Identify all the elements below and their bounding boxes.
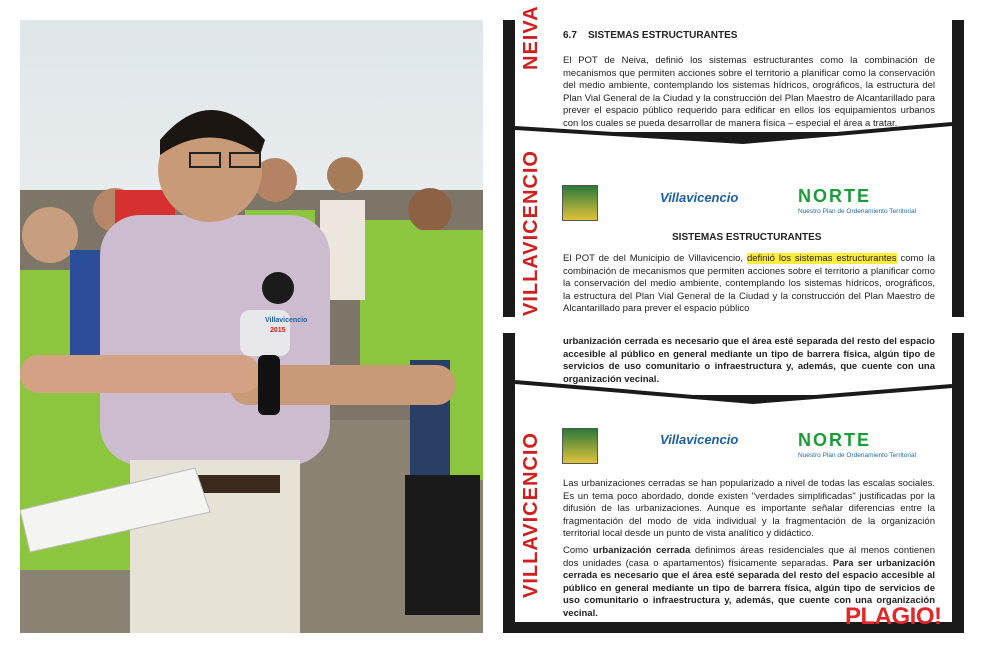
logo-villavicencio: Villavicencio	[660, 190, 739, 205]
coat-of-arms-icon	[562, 185, 598, 221]
p3-d: Para ser urbanización cerrada es necesario que el área esté separada del resto del espacio accesible al público en general mediante un tipo de barrera física, algún tipo de servicios de uso comunitario o infraestructura y, además, que cuente con una organización vecinal.	[563, 557, 936, 619]
section-number: 6.7	[563, 30, 577, 41]
coat-of-arms-icon-2	[562, 428, 598, 464]
mic-logo-sub: 2015	[270, 327, 286, 334]
logo-norte-2: NORTE	[798, 430, 871, 450]
logo-norte-subtitle: Nuestro Plan de Ordenamiento Territorial	[798, 208, 917, 215]
event-photo	[20, 20, 483, 633]
neiva-heading: SISTEMAS ESTRUCTURANTES	[588, 30, 738, 41]
villavicencio-paragraph-2: Las urbanizaciones cerradas se han popularizado a nivel de todas las escalas sociales. Es un tema poco abordado, donde existen "verdades simplificadas" justificadas por la difusión de las urbanizaciones. Aunque es importante señalar diferencias entre la fragmentación del modo de vida individual y la fragmentación de la organización territorial local desde un punto de vista analítico y didáctico.	[563, 478, 935, 540]
side-label-villavicencio-1: VILLAVICENCIO	[520, 150, 542, 316]
side-label-villavicencio-2: VILLAVICENCIO	[520, 432, 542, 598]
logo-norte: NORTE	[798, 186, 871, 206]
crowd-scene	[20, 20, 483, 633]
neiva-paragraph: El POT de Neiva, definió los sistemas estructurantes como la combinación de mecanismos que permiten acciones sobre el territorio a planificar como la conservación del medio ambiente, contemplando los sistemas hídricos, orográficos, la estructura del Plan Vial General de la Ciudad y la construcción del Plan Maestro de Alcantarillado para prever el espacio público requerido para edificar en ellos los equipamientos urbanos con los cuales se pueda desarrollar de manera física – especial el área a tratar.	[563, 55, 935, 129]
highlighted-phrase: definió los sistemas estructurantes	[746, 253, 897, 264]
mic-logo-text: Villavicencio	[265, 317, 308, 324]
side-label-neiva: NEIVA	[520, 5, 542, 70]
p3-a: Como	[563, 545, 593, 556]
paragraph-text-end: como la combinación de mecanismos que permiten acciones sobre el territorio a planificar como la conservación del medio ambiente, contemplando los sistemas hídricos, orográficos, la estructura del Plan Vial General de la Ciudad y la construcción del Plan Maestro de Alcantarillado para prever el espacio público	[563, 253, 935, 315]
villavicencio-heading-1: SISTEMAS ESTRUCTURANTES	[672, 232, 822, 243]
p3-b: urbanización cerrada	[592, 545, 691, 556]
p3-c: definimos áreas residenciales que al menos contienen dos unidades (casa o apartamentos) físicamente separadas.	[563, 545, 935, 569]
logo-norte-subtitle-2: Nuestro Plan de Ordenamiento Territorial	[798, 452, 917, 459]
logo-villavicencio-2: Villavicencio	[660, 432, 739, 447]
villavicencio-paragraph-1	[563, 253, 935, 315]
plagio-stamp: PLAGIO!	[845, 603, 942, 630]
paragraph-text-start: El POT de del Municipio de Villavicencio,	[563, 253, 747, 264]
upper-excerpt-text: urbanización cerrada es necesario que el área esté separada del resto del espacio accesible al público en general mediante un tipo de barrera física, algún tipo de servicios de uso comunitario o infraestructura y, además, que cuente con una organización vecinal.	[563, 336, 935, 385]
